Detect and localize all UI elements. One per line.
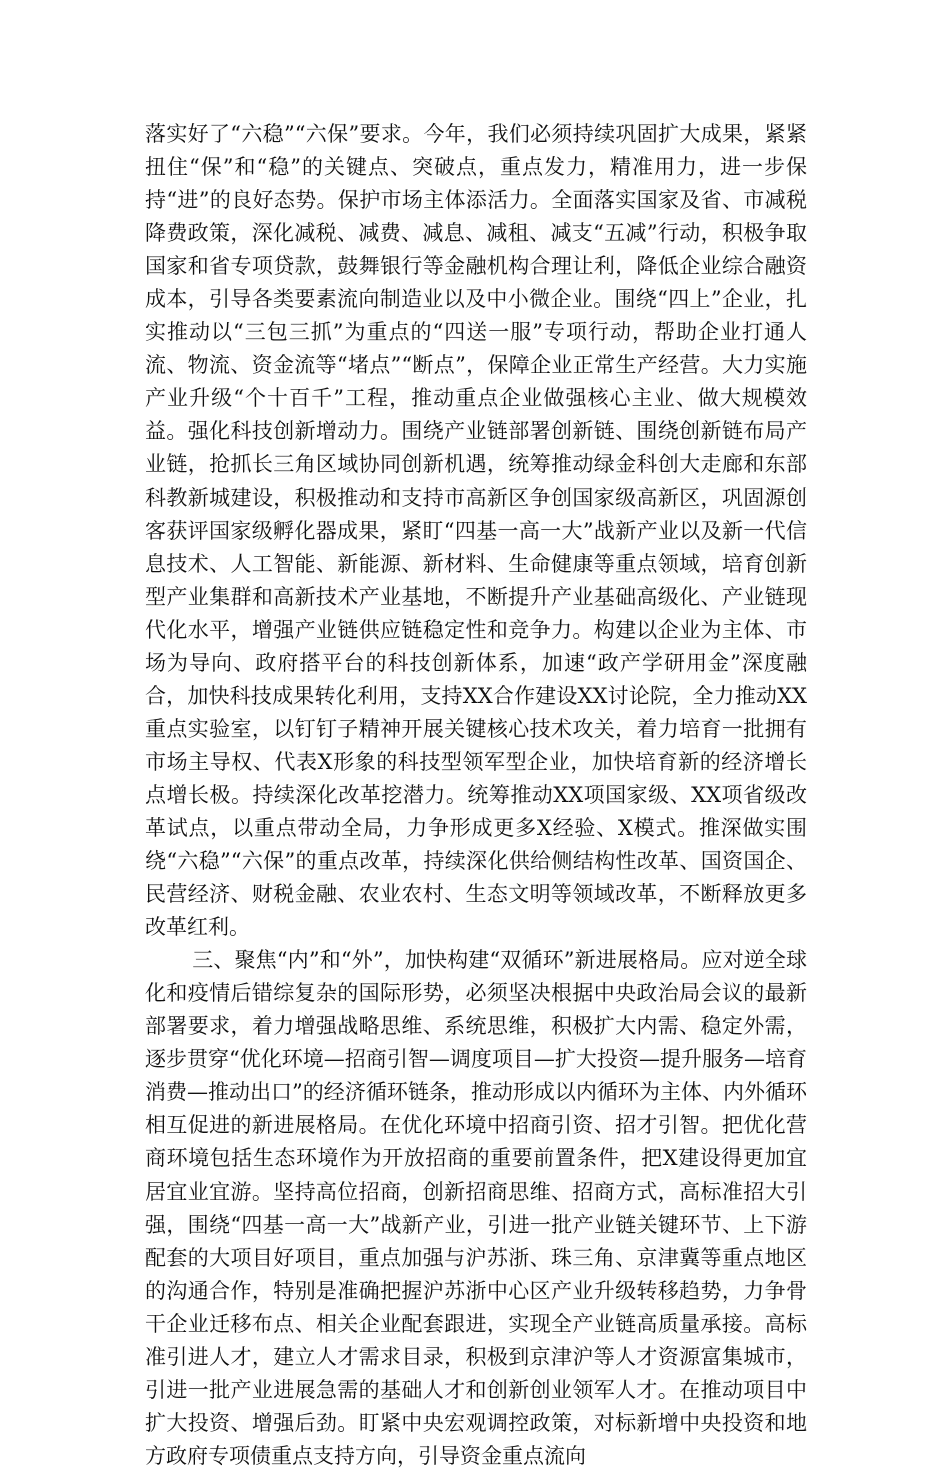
document-body [145, 118, 807, 1473]
body-paragraph-1: 落实好了“六稳”“六保”要求。今年，我们必须持续巩固扩大成果，紧紧扭住“保”和“稳”的关键点、突破点，重点发力，精准用力，进一步保持“进”的良好态势。保护市场主体添活力。全面落实国家及省、市减税降费政策，深化减税、减费、减息、减租、减支“五减”行动，积极争取国家和省专项贷款，鼓舞银行等金融机构合理让利，降低企业综合融资成本，引导各类要素流向制造业以及中小微企业。围绕“四上”企业，扎实推动以“三包三抓”为重点的“四送一服”专项行动，帮助企业打通人流、物流、资金流等“堵点”“断点”，保障企业正常生产经营。大力实施产业升级“个十百千”工程，推动重点企业做强核心主业、做大规模效益。强化科技创新增动力。围绕产业链部署创新链、围绕创新链布局产业链，抢抓长三角区域协同创新机遇，统筹推动绿金科创大走廊和东部科教新城建设，积极推动和支持市高新区争创国家级高新区，巩固源创客获评国家级孵化器成果，紧盯“四基一高一大”战新产业以及新一代信息技术、人工智能、新能源、新材料、生命健康等重点领域，培育创新型产业集群和高新技术产业基地，不断提升产业基础高级化、产业链现代化水平，增强产业链供应链稳定性和竞争力。构建以企业为主体、市场为导向、政府搭平台的科技创新体系，加速“政产学研用金”深度融合，加快科技成果转化利用，支持XX合作建设XX讨论院，全力推动XX重点实验室，以钉钉子精神开展关键核心技术攻关，着力培育一批拥有市场主导权、代表X形象的科技型领军型企业，加快培育新的经济增长点增长极。持续深化改革挖潜力。统筹推动XX项国家级、XX项省级改革试点，以重点带动全局，力争形成更多X经验、X模式。推深做实围绕“六稳”“六保”的重点改革，持续深化供给侧结构性改革、国资国企、民营经济、财税金融、农业农村、生态文明等领域改革，不断释放更多改革红利。 [145, 122, 807, 940]
body-paragraph-2-section-three: 三、聚焦“内”和“外”，加快构建“双循环”新进展格局。应对逆全球化和疫情后错综复杂的国际形势，必须坚决根据中央政治局会议的最新部署要求，着力增强战略思维、系统思维，积极扩大内需、稳定外需，逐步贯穿“优化环境—招商引智—调度项目—扩大投资—提升服务—培育消费—推动出口”的经济循环链条，推动形成以内循环为主体、内外循环相互促进的新进展格局。在优化环境中招商引资、招才引智。把优化营商环境包括生态环境作为开放招商的重要前置条件，把X建设得更加宜居宜业宜游。坚持高位招商，创新招商思维、招商方式，高标准招大引强，围绕“四基一高一大”战新产业，引进一批产业链关键环节、上下游配套的大项目好项目，重点加强与沪苏浙、珠三角、京津冀等重点地区的沟通合作，特别是准确把握沪苏浙中心区产业升级转移趋势，力争骨干企业迁移布点、相关企业配套跟进，实现全产业链高质量承接。高标准引进人才，建立人才需求目录，积极到京津沪等人才资源富集城市，引进一批产业进展急需的基础人才和创新创业领军人才。在推动项目中扩大投资、增强后劲。盯紧中央宏观调控政策，对标新增中央投资和地方政府专项债重点支持方向，引导资金重点流向 [145, 948, 807, 1468]
